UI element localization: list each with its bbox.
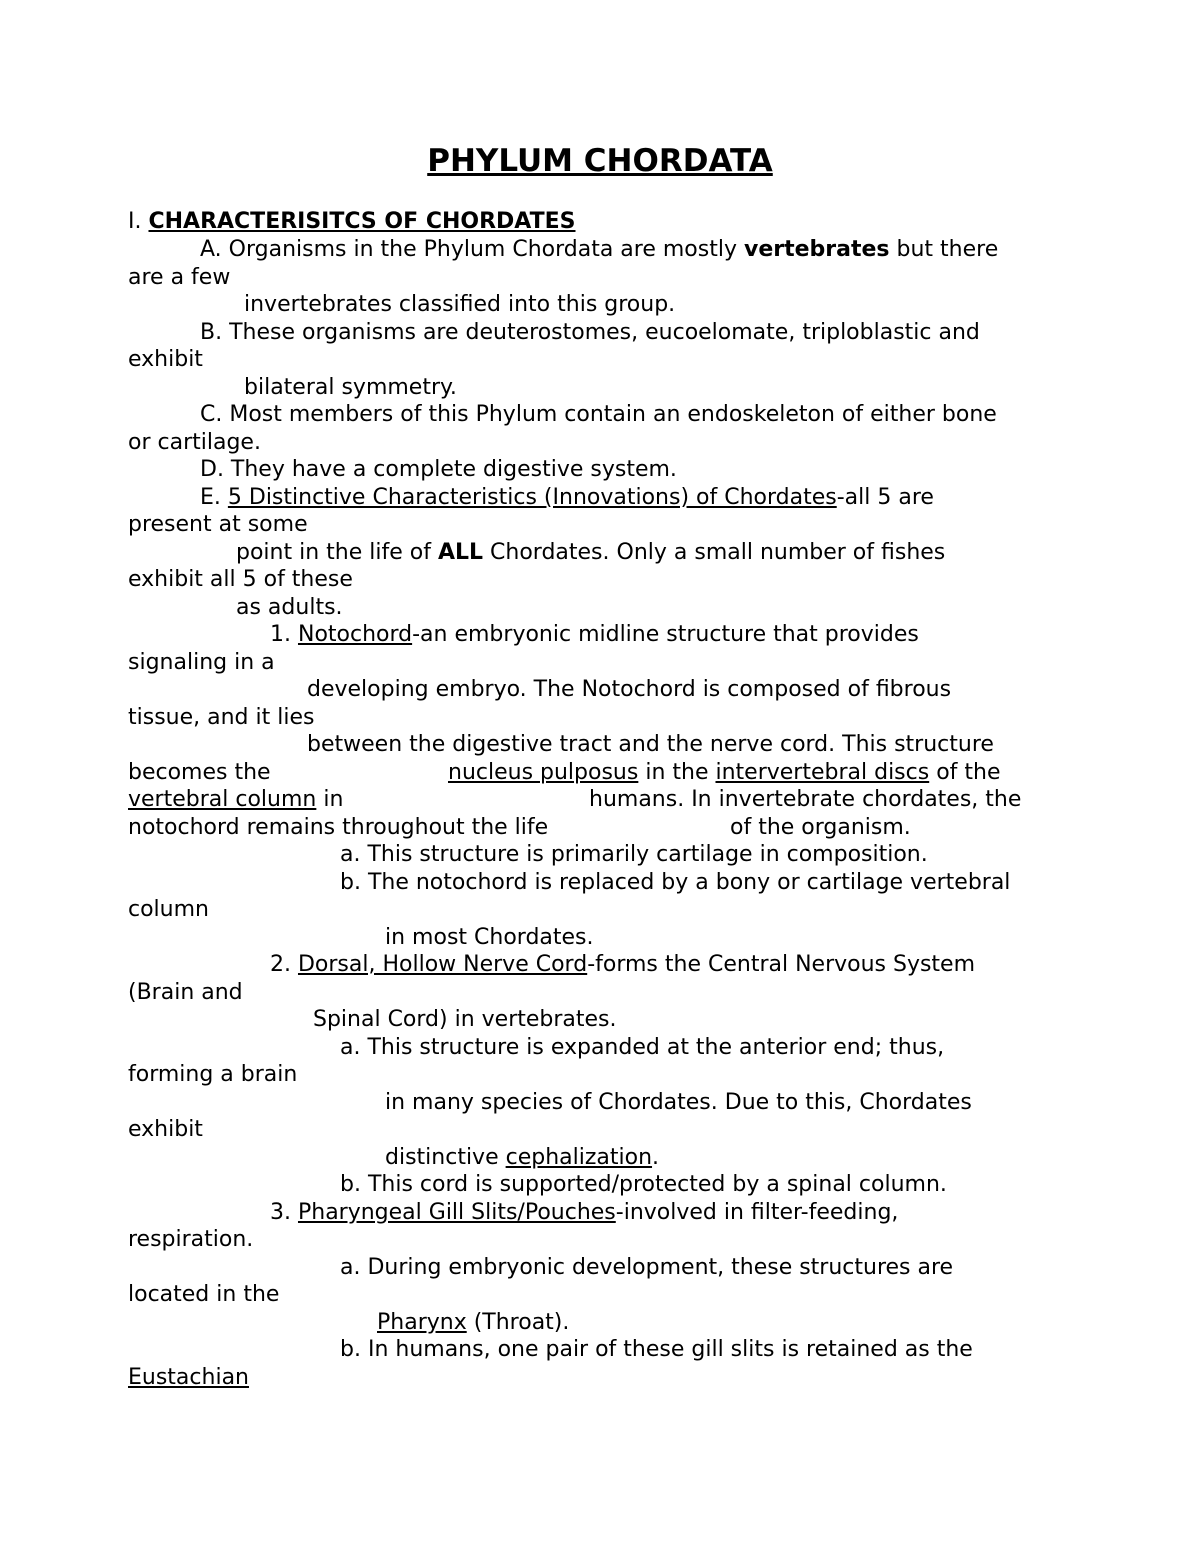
- underlined-term: Pharyngeal Gill Slits/Pouches: [297, 1200, 616, 1225]
- point-e-line-3: [236, 539, 945, 566]
- item-1b-line-1: b. The notochord is replaced by a bony or cartilage vertebral: [340, 870, 1011, 895]
- point-a-line-2: are a few: [128, 265, 231, 290]
- point-e-line-4: exhibit all 5 of these: [128, 567, 353, 592]
- text-run: A. Organisms in the Phylum Chordata are mostly: [200, 237, 744, 262]
- item-2b-line: b. This cord is supported/protected by a spinal column.: [340, 1172, 947, 1197]
- item-1-line-2: signaling in a: [128, 650, 275, 675]
- item-3-line-1: [270, 1199, 898, 1226]
- item-1-line-7: [128, 786, 343, 813]
- item-1-line-7-cont: humans. In invertebrate chordates, the: [589, 787, 1022, 812]
- text-run: becomes the: [128, 760, 271, 785]
- underlined-term: Dorsal, Hollow Nerve Cord: [297, 952, 588, 977]
- item-1b-line-3: in most Chordates.: [385, 925, 594, 950]
- item-2a-line-4: exhibit: [128, 1117, 203, 1142]
- item-2-line-1: [270, 951, 975, 978]
- text-run: -involved in filter-feeding,: [615, 1200, 899, 1225]
- point-c-line-2: or cartilage.: [128, 430, 261, 455]
- item-2-line-3: Spinal Cord) in vertebrates.: [313, 1007, 617, 1032]
- text-run: 1.: [270, 622, 298, 647]
- item-1-line-6-cont: [448, 759, 1001, 786]
- item-3-line-2: respiration.: [128, 1227, 254, 1252]
- item-2a-line-5: [385, 1144, 659, 1171]
- item-3a-line-3: [377, 1309, 569, 1336]
- text-run: in: [316, 787, 344, 812]
- text-run: 3.: [270, 1200, 298, 1225]
- section-heading: [128, 208, 576, 235]
- text-run: but there: [889, 237, 999, 262]
- item-1b-line-2: column: [128, 897, 209, 922]
- section-number: I.: [128, 209, 149, 234]
- underlined-term: vertebral column: [128, 787, 317, 812]
- item-1-line-1: [270, 621, 919, 648]
- bold-term: vertebrates: [743, 237, 890, 262]
- underlined-term: intervertebral discs: [715, 760, 930, 785]
- point-b-line-2: exhibit: [128, 347, 203, 372]
- item-2a-line-1: a. This structure is expanded at the anterior end; thus,: [340, 1035, 945, 1060]
- text-run: -all 5 are: [836, 485, 934, 510]
- underlined-term: Eustachian: [128, 1365, 249, 1390]
- section-title: CHARACTERISITCS OF CHORDATES: [148, 209, 576, 234]
- underlined-term: Pharynx: [377, 1310, 467, 1335]
- page-title: PHYLUM CHORDATA: [427, 143, 773, 179]
- item-1-line-5: between the digestive tract and the nerve cord. This structure: [307, 732, 994, 757]
- item-3a-line-2: located in the: [128, 1282, 280, 1307]
- text-run: 2.: [270, 952, 298, 977]
- text-run: in the: [638, 760, 716, 785]
- item-1-line-3: developing embryo. The Notochord is composed of fibrous: [307, 677, 952, 702]
- point-c-line-1: C. Most members of this Phylum contain an endoskeleton of either bone: [200, 402, 997, 427]
- underlined-term: cephalization: [505, 1145, 653, 1170]
- underlined-term: 5 Distinctive Characteristics (Innovations) of Chordates: [227, 485, 837, 510]
- item-2a-line-3: in many species of Chordates. Due to this, Chordates: [385, 1090, 972, 1115]
- point-b-line-3: bilateral symmetry.: [244, 375, 457, 400]
- point-e-line-1: [200, 484, 934, 511]
- text-run: point in the life of: [236, 540, 438, 565]
- item-2-line-2: (Brain and: [128, 980, 243, 1005]
- text-run: (Throat).: [466, 1310, 570, 1335]
- text-run: -an embryonic midline structure that provides: [412, 622, 919, 647]
- point-b-line-1: B. These organisms are deuterostomes, eucoelomate, triploblastic and: [200, 320, 980, 345]
- underlined-term: nucleus pulposus: [448, 760, 639, 785]
- point-e-line-2: present at some: [128, 512, 308, 537]
- text-run: of the: [929, 760, 1001, 785]
- text-run: Chordates. Only a small number of fishes: [483, 540, 946, 565]
- item-2a-line-2: forming a brain: [128, 1062, 298, 1087]
- item-1-line-8: notochord remains throughout the life: [128, 815, 549, 840]
- item-1a-line: a. This structure is primarily cartilage in composition.: [340, 842, 928, 867]
- item-1-line-4: tissue, and it lies: [128, 705, 315, 730]
- item-1-line-8-cont: of the organism.: [730, 815, 911, 840]
- text-run: distinctive: [385, 1145, 506, 1170]
- underlined-term: Notochord: [297, 622, 413, 647]
- item-3b-line-1: b. In humans, one pair of these gill slits is retained as the: [340, 1337, 973, 1362]
- point-a-line-3: invertebrates classified into this group.: [244, 292, 676, 317]
- point-a-line-1: [200, 236, 998, 263]
- point-d-line: D. They have a complete digestive system.: [200, 457, 677, 482]
- bold-term: ALL: [437, 540, 484, 565]
- item-3b-line-2: [128, 1364, 249, 1391]
- item-3a-line-1: a. During embryonic development, these structures are: [340, 1255, 954, 1280]
- text-run: -forms the Central Nervous System: [587, 952, 976, 977]
- text-run: .: [652, 1145, 660, 1170]
- point-e-line-5: as adults.: [236, 595, 343, 620]
- item-1-line-6: [128, 759, 271, 786]
- text-run: E.: [200, 485, 228, 510]
